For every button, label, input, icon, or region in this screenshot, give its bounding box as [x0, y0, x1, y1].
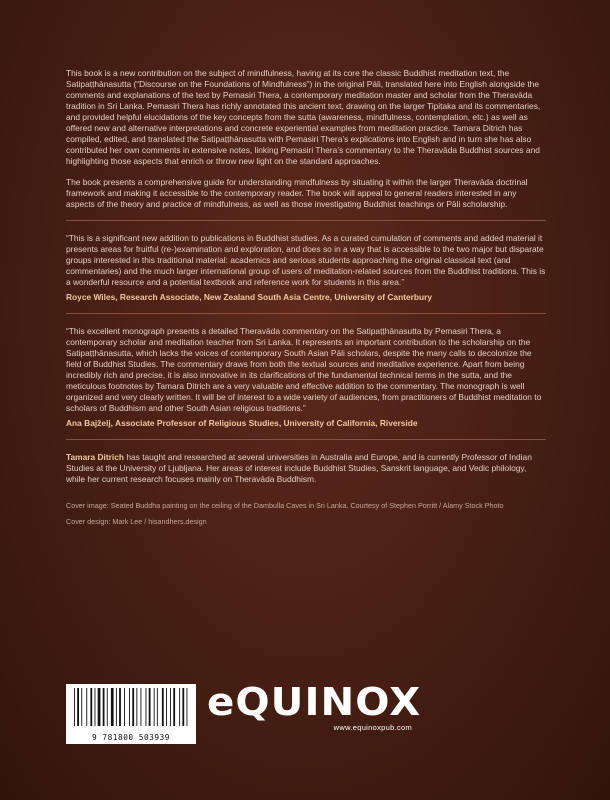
endorsement-quote: “This is a significant new addition to publications in Buddhist studies. As a curated cumulation of comments and added material it presents areas for fruitful (re-)examination and exploration, and does so in a way that is accessible to the two major but disparate groups interested in this traditional material: academics and serious students approaching the original classical text (and commentaries) and the much larger international group of users of meditation-related sources from the Buddhist traditions. This is a wonderful resource and a potential textbook and reference work for students in this area.” [66, 233, 546, 287]
barcode-bar [136, 688, 137, 726]
isbn-number: 9 781800 503939 [92, 733, 170, 742]
barcode-bar [149, 688, 151, 726]
endorsement-2 [66, 326, 546, 429]
back-cover-text [66, 68, 546, 533]
barcode-bar [116, 688, 117, 726]
divider [66, 439, 546, 440]
barcode-bar [124, 688, 125, 726]
barcode-bar [107, 688, 108, 726]
barcode-bar [119, 688, 121, 726]
credits [66, 501, 546, 527]
barcode-bar [129, 688, 130, 726]
barcode-bar [132, 688, 134, 726]
barcode-bar [103, 688, 105, 726]
barcode-bar [170, 688, 171, 726]
barcode-bar [162, 688, 164, 726]
barcode-bar [173, 688, 175, 726]
barcode-bar [141, 688, 142, 726]
barcode-bar [95, 688, 96, 726]
barcode-bar [187, 688, 188, 726]
description-paragraph-1: This book is a new contribution on the subject of mindfulness, having at its core the classic Buddhist meditation text, the Satipaṭṭhānasutta (“Discourse on the Foundations of Mindfulness”) in the original Pāli, translated here into English alongside the comments and explanations of the text by Pemasiri Thera, a contemporary meditation master and scholar from the Theravāda tradition in Sri Lanka. Pemasiri Thera has richly annotated this ancient text, drawing on the larger Tipiṭaka and its commentaries, and provided helpful elucidations of the key concepts from the sutta (awareness, mindfulness, contemplation, etc.) as well as offered new and alternative interpretations and concrete experiential examples from meditation practice. Tamara Ditrich has compiled, edited, and translated the Satipaṭṭhānasutta with Pemasiri Thera’s explications into English and in turn she has also contributed her own comments in extensive notes, linking Pemasiri Thera’s commentary to the Theravāda Buddhist sources and highlighting those aspects that enrich or throw new light on the standard approaches. [66, 68, 541, 166]
endorsement-attribution: Ana Bajželj, Associate Professor of Religious Studies, University of California, Riverside [66, 418, 418, 428]
barcode-bars [66, 684, 196, 734]
barcode-bar [111, 688, 114, 726]
barcode-bar [98, 688, 101, 726]
barcode-bar [90, 688, 92, 726]
publisher-logo-text: eQUINOX [207, 680, 422, 724]
author-bio-text: has taught and researched at several universities in Australia and Europe, and is currently Professor of Indian Studies at the University of Ljubljana. Her areas of interest include Buddhist Studies, Sanskrit language, and Vedic philology, while her current research focuses mainly on Theravāda Buddhism. [66, 452, 532, 484]
endorsement-attribution: Royce Wiles, Research Associate, New Zealand South Asia Centre, University of Canterbury [66, 292, 433, 302]
barcode-bar [154, 688, 155, 726]
author-name: Tamara Ditrich [66, 452, 125, 462]
barcode-bar [81, 688, 82, 726]
isbn-barcode [66, 684, 196, 744]
barcode-bar [182, 688, 184, 726]
cover-design-credit: Cover design: Mark Lee / hisandhers.design [66, 517, 207, 526]
endorsement-1 [66, 233, 546, 303]
publisher-logo [207, 680, 422, 733]
barcode-bar [77, 688, 79, 726]
barcode-bar [86, 688, 87, 726]
barcode-bar [157, 688, 158, 726]
cover-image-credit: Cover image: Seated Buddha painting on the ceiling of the Dambulla Caves in Sri Lanka. Courtesy of Stephen Porritt / Alamy Stock Photo [66, 501, 504, 510]
divider [66, 220, 546, 221]
barcode-bar [166, 688, 167, 726]
description-paragraph-2: The book presents a comprehensive guide for understanding mindfulness by situating it within the larger Theravāda doctrinal framework and making it accessible to the contemporary reader. The book will appeal to general readers interested in any aspects of the theory and practice of mindfulness, as well as those investigating Buddhist teachings or Pāli scholarship. [66, 177, 528, 209]
publisher-url: www.equinoxpub.com [333, 723, 412, 732]
author-bio [66, 452, 546, 485]
barcode-bar [74, 688, 75, 726]
divider [66, 313, 546, 314]
barcode-bar [146, 688, 147, 726]
barcode-bar [179, 688, 180, 726]
endorsement-quote: “This excellent monograph presents a detailed Theravāda commentary on the Satipaṭṭhānasutta by Pemasiri Thera, a contemporary scholar and meditation teacher from Sri Lanka. It represents an important contribution to the scholarship on the Satipaṭṭhānasutta, which lacks the voices of contemporary South Asian Pāli scholars, despite the many calls to decolonize the field of Buddhist Studies. The commentary draws from both the textual sources and meditative experience. Apart from being incredibly rich and precise, it is also innovative in its clarifications of the fundamental technical terms in the sutta, and the meticulous footnotes by Tamara Ditrich are a very valuable and effective addition to the commentary. The monograph is well organized and very clearly written. It will be of interest to a wide variety of audiences, from practitioners of Buddhist meditation to scholars of Buddhism and other South Asian religious traditions.” [66, 326, 542, 413]
